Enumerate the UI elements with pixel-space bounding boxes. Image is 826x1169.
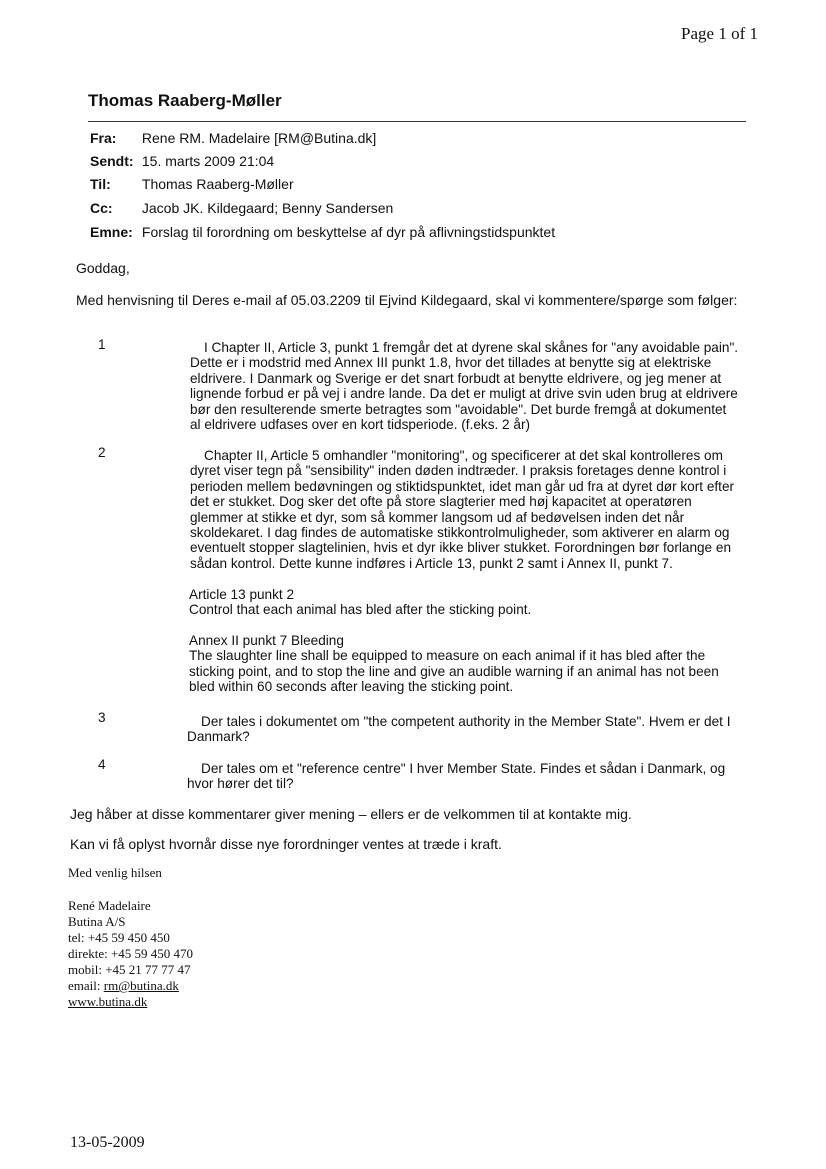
from-value: Rene RM. Madelaire [RM@Butina.dk] (141, 130, 377, 146)
item-1-line: al eldrivere udfases over en kort tidsperiode. (f.eks. 2 år) (190, 417, 531, 433)
annex-ii-line: bled within 60 seconds after leaving the sticking point. (189, 679, 514, 695)
item-number-4: 4 (98, 757, 106, 772)
greeting: Goddag, (76, 260, 130, 276)
item-number-3: 3 (98, 710, 106, 725)
sent-label: Sendt: (90, 153, 134, 169)
header-rule (88, 121, 746, 122)
signature-direct: direkte: +45 59 450 470 (68, 946, 194, 961)
item-3-line: Der tales i dokumentet om "the competent authority in the Member State". Hvem er det I (201, 714, 731, 729)
cc-label: Cc: (90, 200, 113, 216)
item-number-1: 1 (98, 337, 106, 352)
item-number-2: 2 (98, 445, 106, 460)
signature-block (68, 898, 193, 1010)
article-13-text: Control that each animal has bled after the sticking point. (189, 602, 532, 618)
item-4-text (187, 761, 725, 792)
to-row (90, 176, 294, 192)
item-3-line: Danmark? (187, 729, 250, 745)
article-13-block (189, 587, 531, 618)
cc-row (90, 200, 393, 216)
sent-row (90, 153, 274, 169)
footer-date: 13-05-2009 (70, 1134, 145, 1151)
cc-value: Jacob JK. Kildegaard; Benny Sandersen (141, 200, 394, 216)
to-value: Thomas Raaberg-Møller (141, 176, 294, 192)
signature-email-link[interactable]: rm@butina.dk (103, 978, 179, 993)
annex-ii-line: The slaughter line shall be equipped to measure on each animal if it has bled after the (189, 648, 706, 664)
signature-mobile: mobil: +45 21 77 77 47 (68, 962, 191, 977)
subject-label: Emne: (90, 224, 133, 240)
item-4-line: hvor hører det til? (187, 776, 294, 792)
item-1-line: lignende forbud er på vej i andre lande. Da det er muligt at drive svin uden brug at eldrivere (190, 386, 738, 402)
subject-row (90, 224, 555, 240)
signature-company: Butina A/S (68, 914, 126, 929)
from-row (90, 130, 376, 146)
item-2-line: glemmer at stikke et dyr, som så kommer langsom ud af bedøvelsen inden det når (190, 509, 685, 525)
signature-name: René Madelaire (68, 898, 151, 913)
annex-ii-line: sticking point, and to stop the line and give an audible warning if an animal has not been (189, 663, 719, 679)
annex-ii-block (189, 633, 719, 695)
signature-email-label: email: (68, 978, 104, 993)
signature-email-row (68, 978, 193, 994)
sender-name: Thomas Raaberg-Møller (88, 91, 282, 110)
item-2-line: det er stukket. Dog sker det ofte på store slagterier med høj kapacitet at operatøren (190, 494, 692, 510)
item-1-line: eldrivere. I Danmark og Sverige er det snart forbudt at benytte eldrivere, og jeg mener at (190, 370, 722, 386)
signature-tel: tel: +45 59 450 450 (68, 930, 170, 945)
item-1-line: bør den resulterende smerte betragtes som "avoidable". Det burde fremgå at dokumentet (190, 401, 727, 417)
item-2-line: sådan kontrol. Dette kunne indføres i Article 13, punkt 2 samt i Annex II, punkt 7. (190, 555, 673, 571)
item-2-line: eventuelt stopper slagtelinien, hvis et dyr ikke bliver stukket. Forordningen bør forlange en (190, 540, 732, 556)
subject-value: Forslag til forordning om beskyttelse af dyr på aflivningstidspunktet (141, 224, 556, 240)
item-3-text (187, 714, 730, 745)
closing-text-2: Kan vi få oplyst hvornår disse nye forordninger ventes at træde i kraft. (70, 836, 502, 852)
intro-text: Med henvisning til Deres e-mail af 05.03.2209 til Ejvind Kildegaard, skal vi kommentere/spørge som følger: (76, 292, 738, 308)
item-1-line: Dette er i modstrid med Annex III punkt 1.8, hvor det tillades at benytte sig at elektriske (190, 355, 712, 371)
page-number: Page 1 of 1 (681, 24, 758, 43)
item-2-line: dyret viser tegn på "sensibility" inden døden indtræder. I praksis foretages denne kontrol i (190, 463, 727, 479)
item-4-line: Der tales om et "reference centre" I hver Member State. Findes et sådan i Danmark, og (201, 761, 726, 776)
item-2-line: Chapter II, Article 5 omhandler "monitoring", og specificerer at det skal kontrolleres om (204, 448, 723, 463)
from-label: Fra: (90, 130, 117, 146)
item-1-line: I Chapter II, Article 3, punkt 1 fremgår det at dyrene skal skånes for "any avoidable pain". (204, 340, 739, 355)
item-2-text (190, 448, 734, 571)
item-1-text (190, 340, 738, 432)
closing-text-1: Jeg håber at disse kommentarer giver mening – ellers er de velkommen til at kontakte mig. (70, 806, 632, 822)
article-13-title: Article 13 punkt 2 (189, 587, 295, 602)
item-2-line: skoldekaret. I dag findes de automatiske stikkontrolmuligheder, som aktiverer en alarm og (190, 525, 730, 541)
item-2-line: perioden mellem bedøvningen og stiktidspunktet, idet man går ud fra at dyret dør kort efter (190, 478, 735, 494)
sent-value: 15. marts 2009 21:04 (141, 153, 275, 169)
signature-website-link[interactable]: www.butina.dk (68, 994, 148, 1009)
annex-ii-title: Annex II punkt 7 Bleeding (189, 633, 344, 648)
regards: Med venlig hilsen (68, 865, 162, 880)
to-label: Til: (90, 176, 111, 192)
